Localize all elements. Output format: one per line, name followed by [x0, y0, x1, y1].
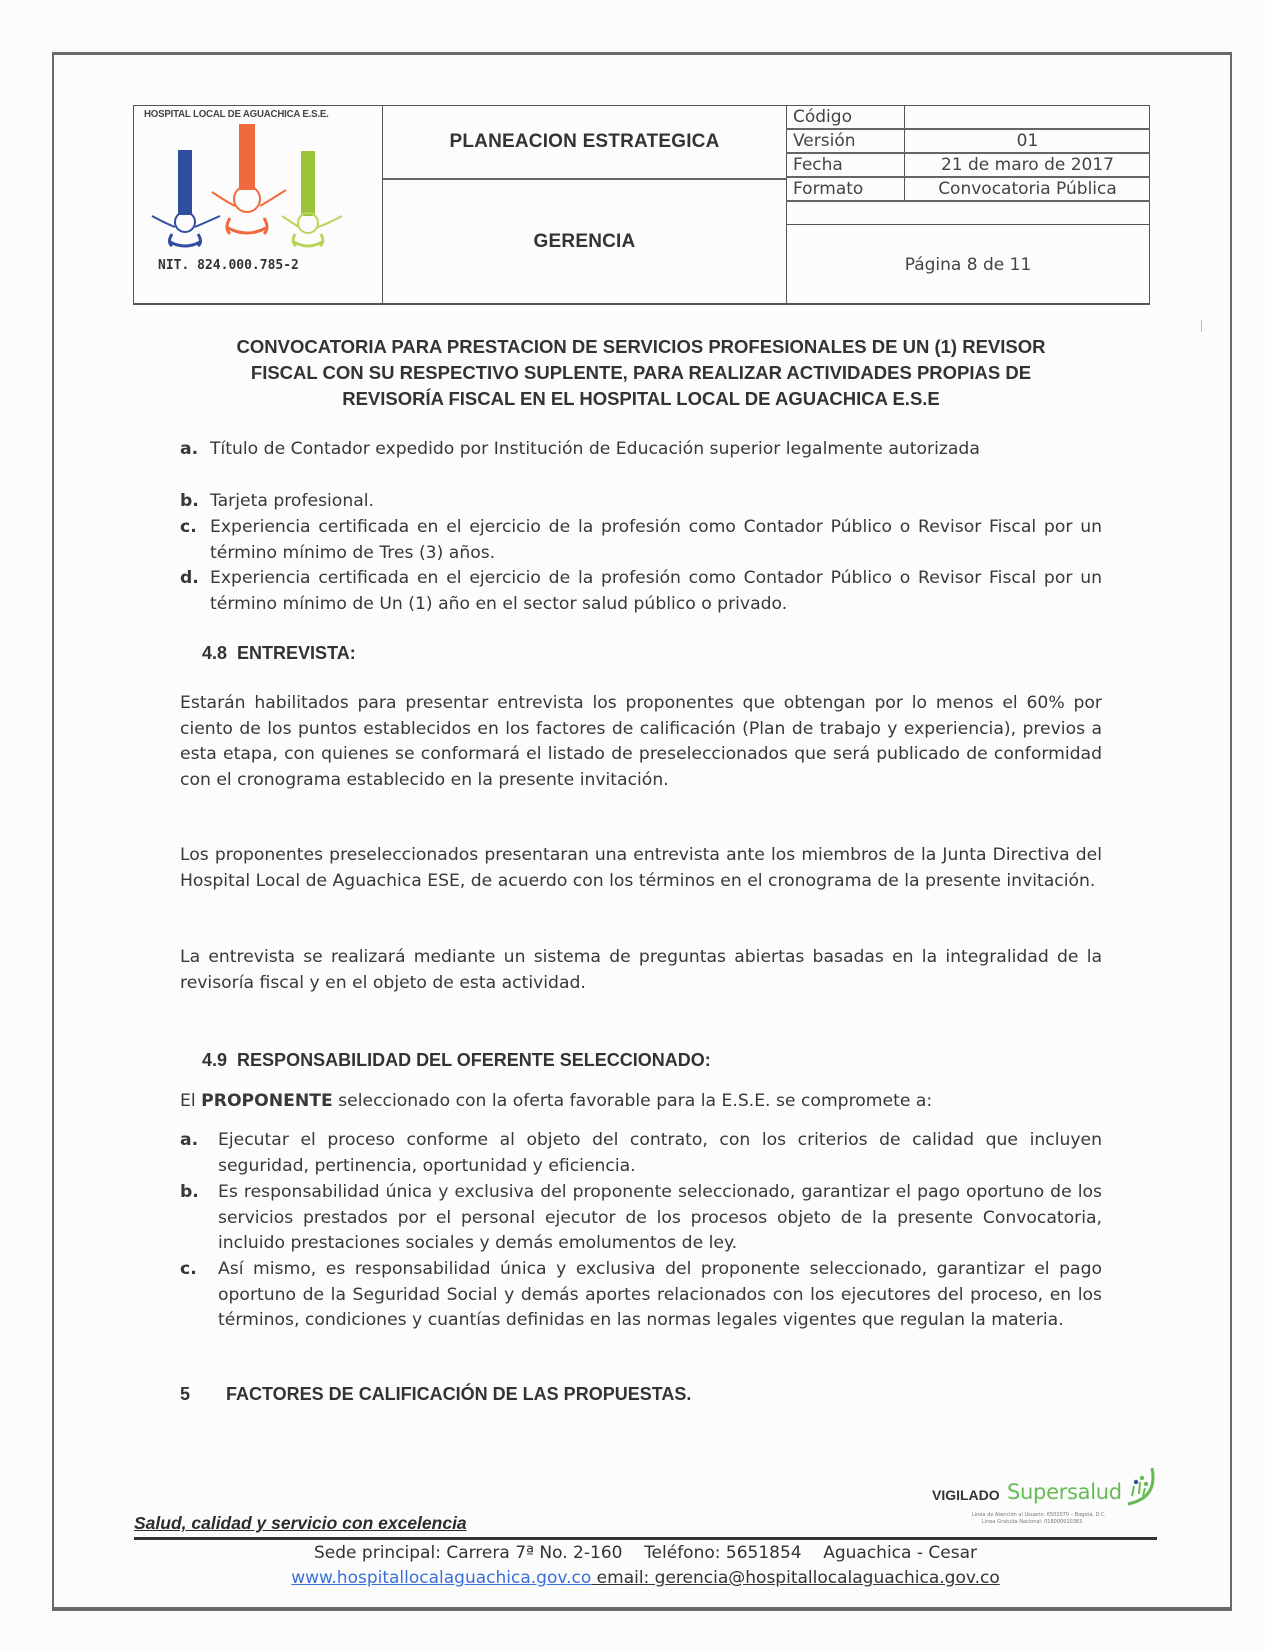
- email-link[interactable]: email: gerencia@hospitallocalaguachica.gov.co: [591, 1568, 1000, 1588]
- title-line: CONVOCATORIA PARA PRESTACION DE SERVICIOS PROFESIONALES DE UN (1) REVISOR: [236, 336, 1046, 357]
- list-marker: b.: [180, 1182, 199, 1202]
- list-text: Título de Contador expedido por Institución de Educación superior legalmente autorizada: [210, 439, 980, 459]
- requirement-item: [180, 515, 1102, 566]
- list-marker: a.: [180, 1130, 199, 1150]
- logo-institution-name: HOSPITAL LOCAL DE AGUACHICA E.S.E.: [144, 108, 329, 120]
- intro-bold: PROPONENTE: [201, 1091, 333, 1111]
- meta-row-formato: [787, 178, 1149, 202]
- meta-row-codigo: [787, 106, 1149, 130]
- section-heading-4-9: [202, 1050, 711, 1071]
- section-number: 4.8: [202, 643, 228, 663]
- meta-value: [904, 106, 1150, 128]
- intro-after: seleccionado con la oferta favorable para la E.S.E. se compromete a:: [332, 1091, 933, 1111]
- list-marker: c.: [180, 517, 197, 537]
- vigilado-label: VIGILADO: [932, 1487, 1000, 1503]
- hospital-logo-icon: [142, 124, 374, 254]
- section-heading-5: [180, 1384, 691, 1405]
- section-intro: [180, 1089, 1102, 1115]
- meta-row-version: [787, 130, 1149, 154]
- section-number: 5: [180, 1384, 191, 1404]
- supersalud-line-1: Línea de Atención al Usuario: 6502070 – Bogotá, D.C.: [972, 1512, 1107, 1518]
- list-text: Experiencia certificada en el ejercicio de la profesión como Contador Público o Revisor Fiscal por un término mínimo de Un (1) año en el sector salud público o privado.: [210, 568, 1102, 614]
- list-marker: b.: [180, 491, 199, 511]
- list-text: Tarjeta profesional.: [210, 491, 374, 511]
- paragraph: La entrevista se realizará mediante un sistema de preguntas abiertas basadas en la integralidad de la revisoría fiscal y en el objeto de esta actividad.: [180, 947, 1102, 993]
- intro-before: El: [180, 1091, 202, 1111]
- title-line: REVISORÍA FISCAL EN EL HOSPITAL LOCAL DE AGUACHICA E.S.E: [342, 388, 940, 409]
- section-title: RESPONSABILIDAD DEL OFERENTE SELECCIONADO:: [237, 1050, 711, 1070]
- logo-nit: NIT. 824.000.785-2: [158, 258, 299, 273]
- section-number: 4.9: [202, 1050, 228, 1070]
- meta-value: 01: [904, 130, 1150, 152]
- obligation-item: [180, 1128, 1102, 1179]
- paragraph: Estarán habilitados para presentar entrevista los proponentes que obtengan por lo menos el 60% por ciento de los puntos establecidos en los factores de calificación (Plan de trabajo y experiencia), previos a esta etapa, con quienes se conformará el listado de preseleccionados que será publicado de conformidad con el cronograma establecido en la presente invitación.: [180, 693, 1102, 791]
- meta-row-fecha: [787, 154, 1149, 178]
- supersalud-line-2: Línea Gratuita Nacional: 018000910383: [982, 1519, 1083, 1525]
- requirement-item: [180, 437, 1102, 463]
- vigilado-supersalud-badge: [932, 1472, 1162, 1542]
- list-marker: c.: [180, 1259, 197, 1279]
- paragraph: Los proponentes preseleccionados presentaran una entrevista ante los miembros de la Junta Directiva del Hospital Local de Aguachica ESE, de acuerdo con los términos en el cronograma de la presente invitación.: [180, 845, 1102, 891]
- list-text: Es responsabilidad única y exclusiva del proponente seleccionado, garantizar el pago oportuno de los servicios prestados por el personal ejecutor de los procesos objeto de la presente Convocatoria, incluido prestaciones sociales y demás emolumentos de ley.: [218, 1182, 1102, 1254]
- department-cell: [383, 106, 787, 303]
- logo-cell: [134, 106, 383, 303]
- office-title: GERENCIA: [533, 230, 636, 252]
- page-number: Página 8 de 11: [904, 254, 1032, 275]
- obligation-item: [180, 1180, 1102, 1257]
- list-text: Experiencia certificada en el ejercicio de la profesión como Contador Público o Revisor Fiscal por un término mínimo de Tres (3) años.: [210, 517, 1102, 563]
- requirement-item: [180, 489, 1102, 515]
- supersalud-brand: Supersalud: [1007, 1480, 1122, 1504]
- footer-slogan: Salud, calidad y servicio con excelencia: [134, 1513, 467, 1533]
- footer-links: [134, 1568, 1157, 1588]
- header-table: [133, 105, 1150, 305]
- list-marker: d.: [180, 568, 199, 588]
- list-marker: a.: [180, 439, 199, 459]
- meta-blank-row: [787, 202, 1149, 225]
- section-heading-4-8: [202, 643, 356, 664]
- meta-label: Formato: [793, 179, 864, 199]
- document-title: [180, 334, 1102, 412]
- section-title: ENTREVISTA:: [237, 643, 356, 663]
- document-meta: [787, 106, 1149, 303]
- meta-value: Convocatoria Pública: [904, 178, 1150, 200]
- supersalud-logo-icon: [1122, 1464, 1162, 1508]
- footer-divider: [134, 1537, 1157, 1540]
- section-title: FACTORES DE CALIFICACIÓN DE LAS PROPUESTAS.: [226, 1384, 692, 1404]
- list-text: Ejecutar el proceso conforme al objeto del contrato, con los criterios de calidad que incluyen seguridad, pertinencia, oportunidad y eficiencia.: [218, 1130, 1102, 1176]
- scan-mark: [1201, 320, 1202, 332]
- title-line: FISCAL CON SU RESPECTIVO SUPLENTE, PARA REALIZAR ACTIVIDADES PROPIAS DE: [250, 362, 1032, 383]
- website-link[interactable]: www.hospitallocalaguachica.gov.co: [291, 1568, 592, 1588]
- requirement-item: [180, 566, 1102, 617]
- meta-label: Código: [793, 107, 852, 127]
- department-title: PLANEACION ESTRATEGICA: [449, 131, 720, 152]
- meta-label: Versión: [793, 131, 856, 151]
- meta-value: 21 de maro de 2017: [904, 154, 1150, 176]
- list-text: Así mismo, es responsabilidad única y exclusiva del proponente seleccionado, garantizar el pago oportuno de la Seguridad Social y demás aportes relacionados con los ejecutores del proceso, en los términos, condiciones y cuantías definidas en las normas legales vigentes que regulan la materia.: [218, 1259, 1102, 1331]
- obligation-item: [180, 1257, 1102, 1334]
- meta-label: Fecha: [793, 155, 843, 175]
- footer-address: Sede principal: Carrera 7ª No. 2-160 Teléfono: 5651854 Aguachica - Cesar: [314, 1543, 977, 1563]
